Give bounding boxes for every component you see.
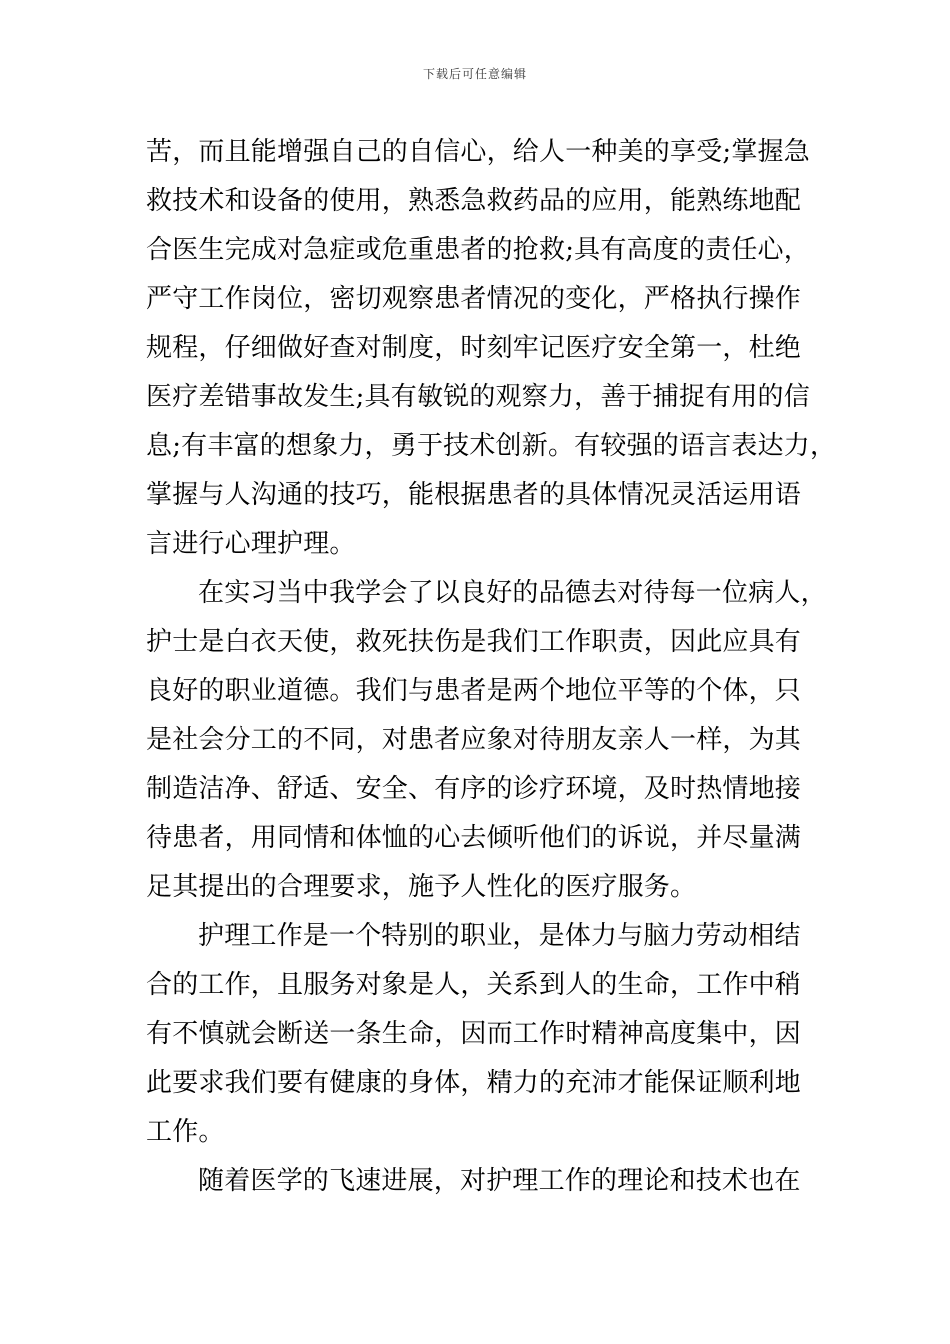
text-line-04: 严守工作岗位，密切观察患者情况的变化，严格执行操作 — [146, 284, 802, 314]
text-line-05: 规程，仔细做好查对制度，时刻牢记医疗安全第一，杜绝 — [146, 333, 802, 363]
text-line-13: 是社会分工的不同，对患者应象对待朋友亲人一样，为其 — [146, 725, 802, 755]
text-line-14: 制造洁净、舒适、安全、有序的诊疗环境，及时热情地接 — [146, 774, 802, 804]
paragraph-start-line-10: 在实习当中我学会了以良好的品德去对待每一位病人， — [198, 578, 827, 608]
text-line-18: 合的工作，且服务对象是人，关系到人的生命，工作中稍 — [146, 970, 802, 1000]
text-line-08: 掌握与人沟通的技巧，能根据患者的具体情况灵活运用语 — [146, 480, 802, 510]
text-line-07: 息;有丰富的想象力，勇于技术创新。有较强的语言表达力， — [146, 431, 837, 461]
text-line-09: 言进行心理护理。 — [146, 529, 356, 559]
text-line-20: 此要求我们要有健康的身体，精力的充沛才能保证顺利地 — [146, 1068, 802, 1098]
text-line-03: 合医生完成对急症或危重患者的抢救;具有高度的责任心， — [146, 235, 810, 265]
text-line-12: 良好的职业道德。我们与患者是两个地位平等的个体，只 — [146, 676, 802, 706]
text-line-06: 医疗差错事故发生;具有敏锐的观察力，善于捕捉有用的信 — [146, 382, 810, 412]
text-line-19: 有不慎就会断送一条生命，因而工作时精神高度集中，因 — [146, 1019, 802, 1049]
paragraph-start-line-22: 随着医学的飞速进展，对护理工作的理论和技术也在 — [198, 1166, 801, 1196]
text-line-15: 待患者，用同情和体恤的心去倾听他们的诉说，并尽量满 — [146, 823, 802, 853]
document-body — [146, 128, 837, 1206]
paragraph-start-line-17: 护理工作是一个特别的职业，是体力与脑力劳动相结 — [198, 921, 801, 951]
text-line-11: 护士是白衣天使，救死扶伤是我们工作职责，因此应具有 — [146, 627, 802, 657]
page-header-note: 下载后可任意编辑 — [422, 67, 527, 81]
text-line-02: 救技术和设备的使用，熟悉急救药品的应用，能熟练地配 — [146, 186, 802, 216]
text-line-01: 苦，而且能增强自己的自信心，给人一种美的享受;掌握急 — [146, 137, 810, 167]
text-line-16: 足其提出的合理要求，施予人性化的医疗服务。 — [146, 872, 697, 902]
text-line-21: 工作。 — [146, 1117, 225, 1147]
